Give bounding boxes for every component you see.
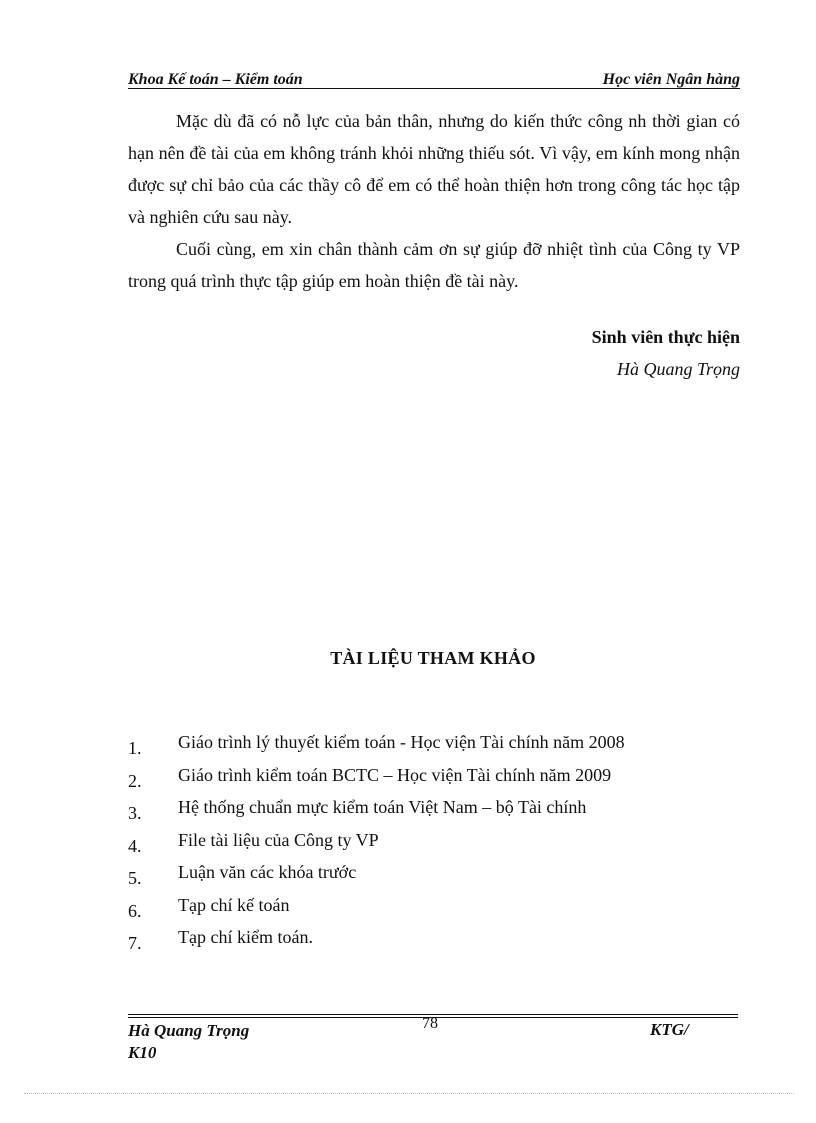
reference-number: 3. [128,803,142,823]
reference-number: 2. [128,770,142,791]
footer-author [128,1020,249,1064]
body-paragraph-2: Cuối cùng, em xin chân thành cảm ơn sự giúp đỡ nhiệt tình của Công ty VP trong quá trình thực tập giúp em hoàn thiện đề tài này. [128,239,740,291]
header-rule [128,88,740,89]
body-paragraph-1: Mặc dù đã có nỗ lực của bản thân, nhưng do kiến thức công nh thời gian có hạn nên đề tài của em không tránh khỏi những thiếu sót. Vì vậy, em kính mong nhận được sự chỉ bảo của các thầy cô để em có thể hoàn thiện hơn trong công tác học tập và nghiên cứu sau này. [128,111,740,227]
reference-text: File tài liệu của Công ty VP [178,829,379,850]
references-list [128,732,728,960]
signature-role: Sinh viên thực hiện [591,327,740,347]
page-edge-divider [24,1093,794,1094]
page-header [128,71,740,93]
references-title: TÀI LIỆU THAM KHẢO [330,648,536,668]
reference-text: Giáo trình lý thuyết kiểm toán - Học viện Tài chính năm 2008 [178,732,625,752]
reference-text: Luận văn các khóa trước [178,862,357,882]
header-institution: Học viên Ngân hàng [602,71,740,88]
reference-number: 1. [128,738,142,758]
reference-number: 5. [128,868,142,888]
reference-number: 7. [128,933,142,953]
reference-text: Tạp chí kế toán [178,894,290,915]
page-number: 78 [422,1015,438,1032]
header-faculty: Khoa Kế toán – Kiểm toán [128,71,303,88]
reference-item [128,927,728,960]
reference-text: Giáo trình kiểm toán BCTC – Học viện Tài chính năm 2009 [178,764,612,785]
reference-text: Hệ thống chuẩn mực kiểm toán Việt Nam – bộ Tài chính [178,797,587,817]
reference-text: Tạp chí kiểm toán. [178,927,313,947]
footer-author-name: Hà Quang Trọng [128,1021,250,1040]
reference-item [128,797,728,830]
signature-name: Hà Quang Trọng [616,359,740,379]
reference-item [128,765,728,798]
reference-item [128,830,728,863]
footer-author-class: K10 [128,1043,157,1062]
reference-number: 6. [128,900,142,921]
reference-item [128,895,728,928]
reference-number: 4. [128,835,142,856]
reference-item [128,732,728,765]
reference-item [128,862,728,895]
footer-code: KTG/ [650,1020,689,1039]
